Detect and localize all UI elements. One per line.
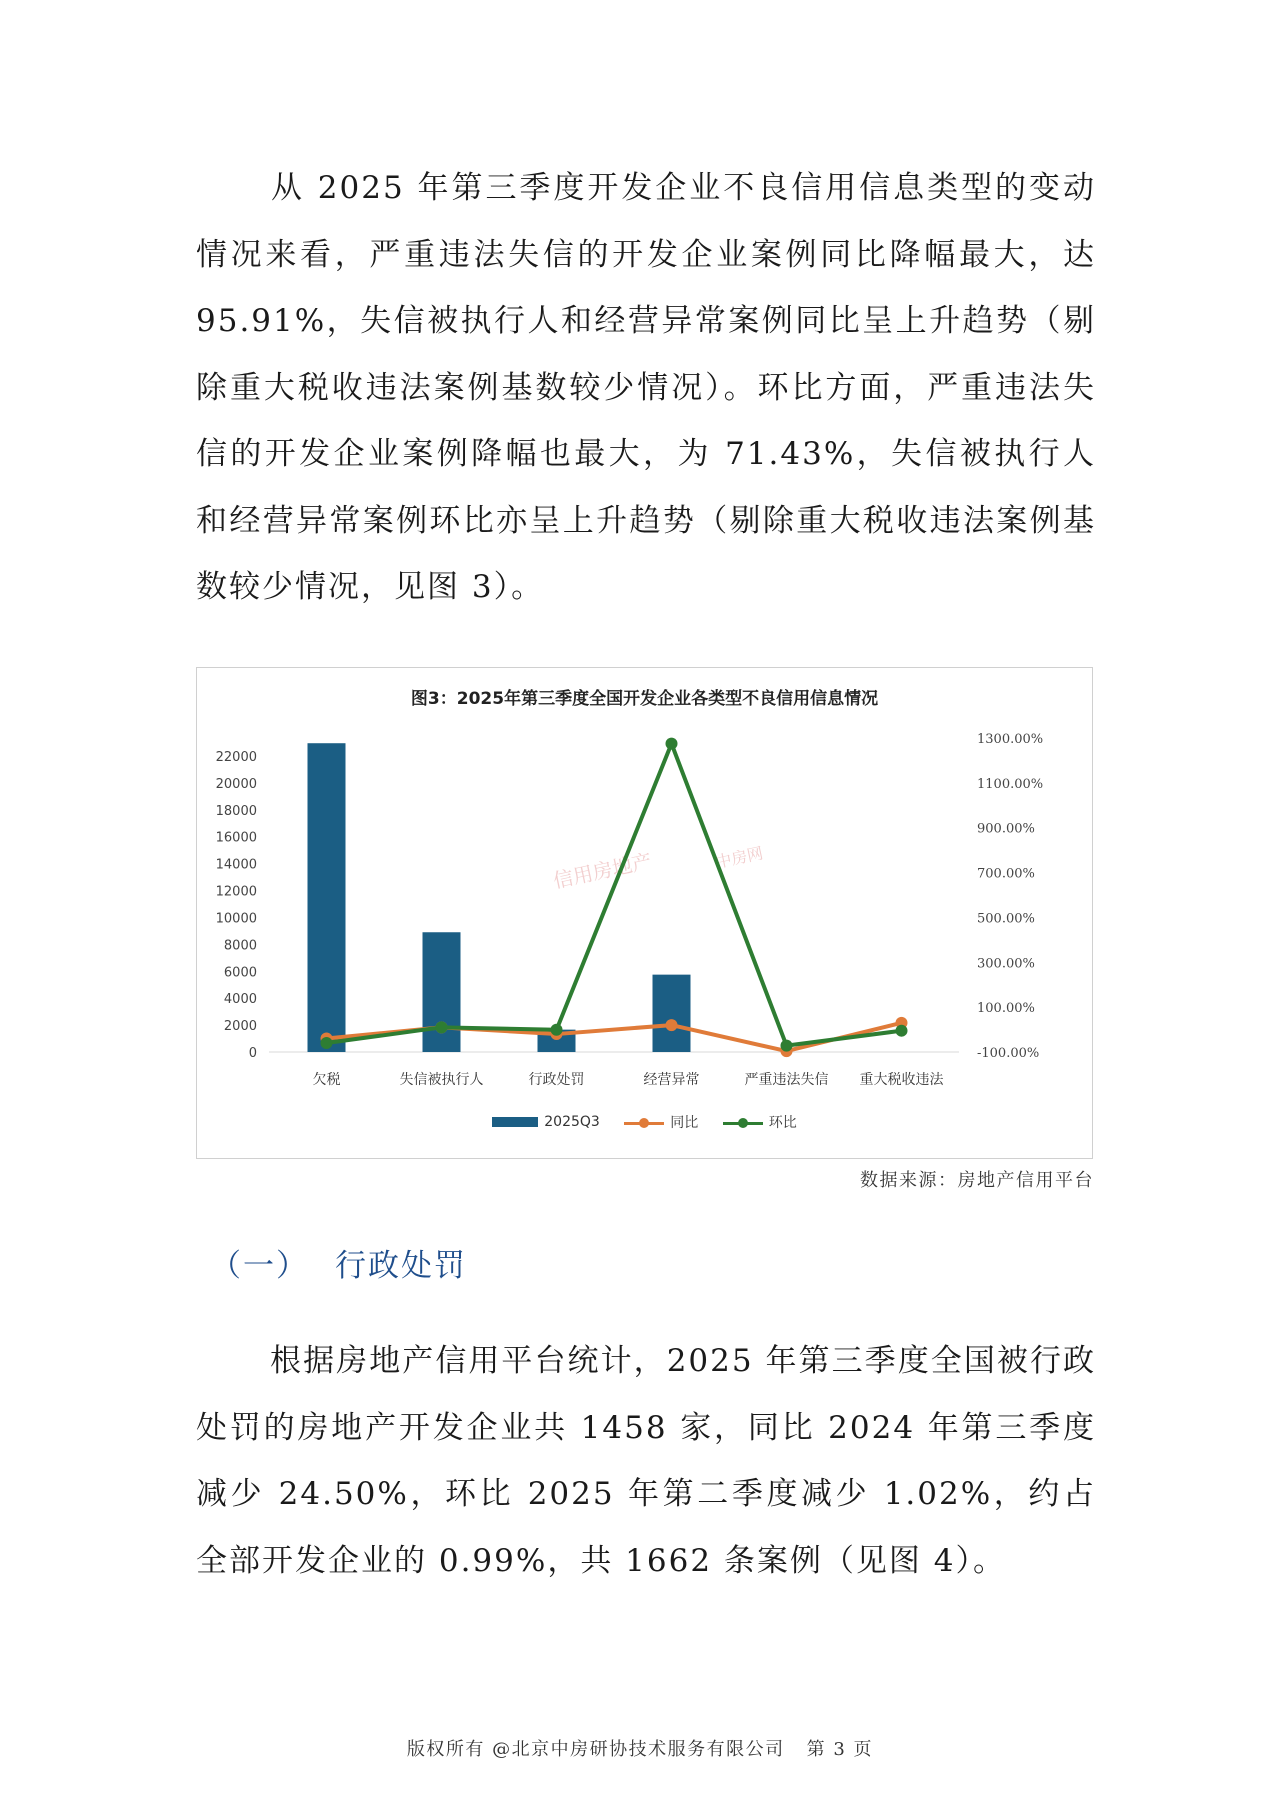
left-axis-tick-label: 14000 [215, 857, 257, 873]
bar-2025q3 [308, 743, 346, 1052]
legend-dot-qoq [738, 1118, 748, 1128]
section-title: 行政处罚 [335, 1248, 467, 1284]
x-axis-category-label: 经营异常 [643, 1072, 700, 1088]
page-footer [0, 1735, 1280, 1761]
watermark-text: 中房网 [713, 843, 765, 872]
legend-item-qoq [723, 1112, 797, 1132]
legend-label-bar: 2025Q3 [544, 1114, 600, 1130]
left-axis-tick-label: 10000 [215, 911, 257, 927]
chart-legend [197, 1112, 1092, 1132]
left-axis-tick-label: 16000 [215, 830, 257, 846]
point-qoq [321, 1037, 333, 1049]
paragraph-2-text: 根据房地产信用平台统计，2025 年第三季度全国被行政处罚的房地产开发企业共 1458 家，同比 2024 年第三季度减少 24.50%，环比 2025 年第二季度减少 1.02%，约占全部开发企业的 0.99%，共 1662 条案例（见图 4）。 [196, 1343, 1096, 1579]
legend-item-yoy [624, 1112, 698, 1132]
right-axis-tick-label: 500.00% [977, 911, 1035, 927]
legend-item-bar [492, 1114, 600, 1130]
body-paragraph-1 [196, 155, 1096, 621]
bar-2025q3 [653, 975, 691, 1052]
left-axis-tick-label: 20000 [215, 776, 257, 792]
chart-svg [197, 668, 1092, 1158]
x-axis-category-label: 失信被执行人 [399, 1072, 484, 1088]
footer-page-number: 第 3 页 [806, 1739, 874, 1760]
left-axis-tick-label: 22000 [215, 750, 257, 765]
point-qoq [781, 1040, 793, 1052]
x-axis-category-label: 重大税收违法 [859, 1072, 944, 1088]
data-source-note: 数据来源：房地产信用平台 [860, 1170, 1094, 1191]
footer-copyright: 版权所有 @北京中房研协技术服务有限公司 [406, 1739, 785, 1760]
left-axis-tick-label: 4000 [223, 992, 257, 1008]
left-axis-tick-label: 12000 [215, 884, 257, 900]
left-axis-tick-label: 6000 [223, 965, 257, 981]
x-axis-category-label: 行政处罚 [528, 1072, 585, 1088]
body-paragraph-2 [196, 1328, 1096, 1594]
legend-label-qoq: 环比 [768, 1115, 797, 1131]
line-yoy [327, 1023, 902, 1051]
right-axis-tick-label: 700.00% [977, 866, 1035, 882]
left-axis-tick-label: 0 [248, 1046, 257, 1061]
right-axis-tick-label: -100.00% [977, 1046, 1040, 1061]
right-axis-tick-label: 900.00% [977, 821, 1035, 837]
legend-swatch-bar [492, 1117, 538, 1127]
section-number: （一） [210, 1248, 309, 1284]
left-axis-tick-label: 18000 [215, 803, 257, 819]
left-axis-tick-label: 2000 [223, 1019, 257, 1035]
point-qoq [436, 1021, 448, 1033]
section-heading [210, 1240, 467, 1285]
legend-swatch-qoq [723, 1122, 763, 1125]
line-qoq [327, 744, 902, 1046]
chart-figure [196, 667, 1093, 1159]
legend-swatch-yoy [624, 1122, 664, 1125]
right-axis-tick-label: 100.00% [977, 1001, 1035, 1017]
right-axis-tick-label: 1300.00% [977, 732, 1044, 747]
point-qoq [896, 1025, 908, 1037]
x-axis-category-label: 严重违法失信 [744, 1072, 829, 1088]
legend-label-yoy: 同比 [670, 1115, 699, 1131]
right-axis-tick-label: 1100.00% [977, 776, 1044, 792]
left-axis-tick-label: 8000 [223, 938, 257, 954]
paragraph-1-text: 从 2025 年第三季度开发企业不良信用信息类型的变动情况来看，严重违法失信的开发企业案例同比降幅最大，达 95.91%，失信被执行人和经营异常案例同比呈上升趋势（剔除重大税收违法案例基数较少情况）。环比方面，严重违法失信的开发企业案例降幅也最大，为 71.43%，失信被执行人和经营异常案例环比亦呈上升趋势（剔除重大税收违法案例基数较少情况，见图 3）。 [196, 170, 1096, 605]
point-qoq [666, 738, 678, 750]
point-yoy [666, 1019, 678, 1031]
watermark-text: 信用房地产 [551, 848, 654, 893]
bar-2025q3 [423, 932, 461, 1052]
chart-title: 图3：2025年第三季度全国开发企业各类型不良信用信息情况 [410, 689, 879, 709]
point-qoq [551, 1024, 563, 1036]
x-axis-category-label: 欠税 [312, 1072, 341, 1088]
legend-dot-yoy [639, 1118, 649, 1128]
right-axis-tick-label: 300.00% [977, 956, 1035, 972]
